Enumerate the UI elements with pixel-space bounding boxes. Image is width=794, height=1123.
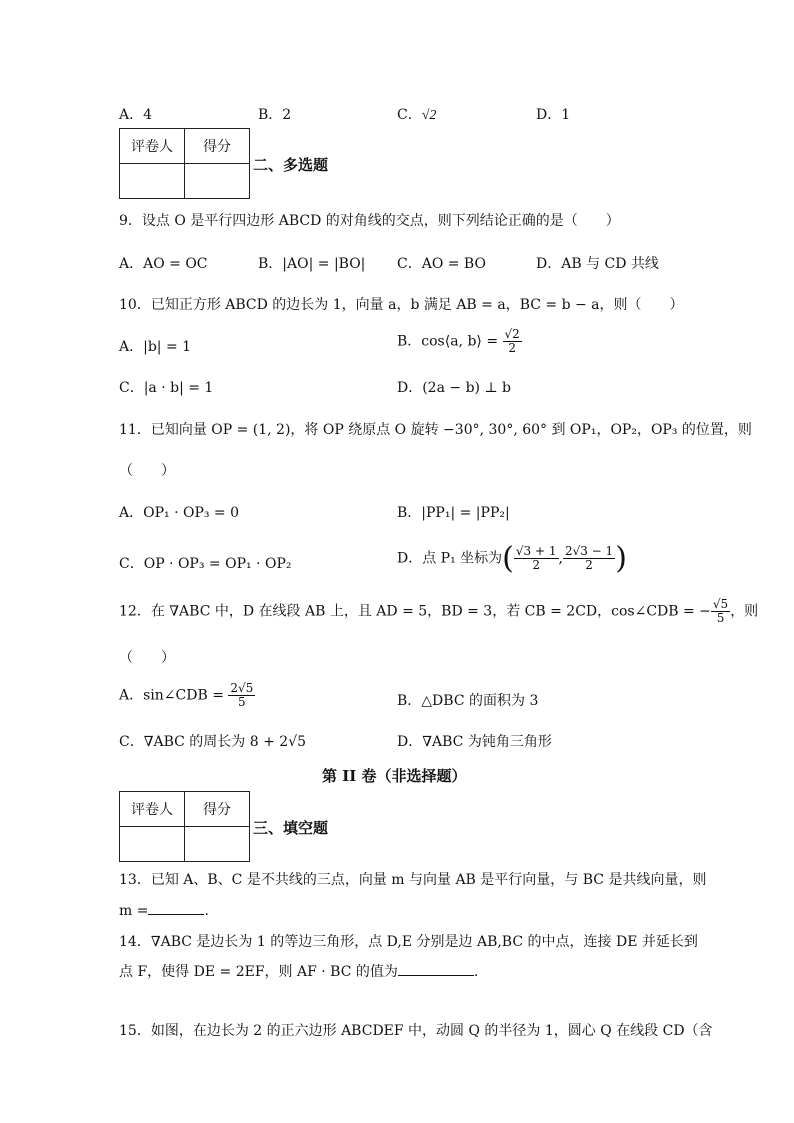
- score-table-1-grader-header: 评卷人: [120, 129, 185, 164]
- q10-option-b-prefix: B．cos⟨a, b⟩ =: [397, 333, 503, 350]
- q10-option-c: C．|a · b| = 1: [119, 380, 214, 396]
- q12-option-d: D．∇ABC 为钝角三角形: [397, 734, 552, 750]
- q14-answer-blank[interactable]: [398, 961, 474, 976]
- q14-line-1: 14．∇ABC 是边长为 1 的等边三角形，点 D,E 分别是边 AB,BC 的中点，连接 DE 并延长到: [119, 934, 698, 950]
- q11-option-d-fraction-2: [563, 545, 615, 572]
- q9-option-d: D．AB 与 CD 共线: [536, 256, 659, 272]
- q9-stem: 9．设点 O 是平行四边形 ABCD 的对角线的交点，则下列结论正确的是（ ）: [119, 213, 620, 229]
- q13-period: .: [204, 903, 209, 919]
- q15-line-1: 15．如图，在边长为 2 的正六边形 ABCDEF 中，动圆 Q 的半径为 1，圆心 Q 在线段 CD（含: [119, 1023, 713, 1039]
- q12-option-b: B．△DBC 的面积为 3: [397, 693, 539, 709]
- q12-stem-text: 12．在 ∇ABC 中，D 在线段 AB 上，且 AD = 5，BD = 3，若 CB = 2CD，cos∠CDB = −: [119, 603, 711, 620]
- q10-option-b: [397, 328, 522, 355]
- q8-option-b: B．2: [258, 107, 292, 123]
- q10-option-b-fraction: [503, 328, 522, 355]
- q10-option-b-numerator: √2: [504, 327, 520, 341]
- q10-option-a: A．|b| = 1: [119, 339, 192, 355]
- q12-option-a-prefix: A．sin∠CDB =: [119, 687, 229, 704]
- score-table-2-grader-cell: [120, 827, 185, 862]
- q12-option-a-denominator: 5: [238, 695, 246, 709]
- score-table-1: [119, 128, 250, 199]
- score-table-2-grader-header: 评卷人: [120, 792, 185, 827]
- q11-option-d-comma: ,: [558, 550, 563, 567]
- q11-answer-paren: （ ）: [119, 463, 175, 479]
- q10-option-d: D．(2a − b) ⊥ b: [397, 380, 512, 396]
- q11-option-d: [397, 541, 627, 576]
- q12-answer-paren: （ ）: [119, 650, 175, 666]
- q10-option-b-denominator: 2: [508, 341, 516, 355]
- score-table-1-score-cell: [185, 164, 250, 199]
- q12-option-a-fraction: [228, 682, 255, 709]
- q12-stem-end: ，则: [730, 603, 759, 620]
- q11-stem: 11．已知向量 OP = (1, 2)，将 OP 绕原点 O 旋转 −30°, 30°, 60° 到 OP₁，OP₂，OP₃ 的位置，则: [119, 422, 752, 438]
- q9-option-c: C．AO = BO: [397, 256, 486, 272]
- q12-option-a: [119, 682, 255, 709]
- q8-option-a: A．4: [119, 107, 153, 123]
- q11-option-c: C．OP · OP₃ = OP₁ · OP₂: [119, 556, 292, 572]
- q8-option-c-value: √2: [421, 108, 437, 123]
- section-3-title: 三、填空题: [253, 819, 329, 837]
- q12-option-c: C．∇ABC 的周长为 8 + 2√5: [119, 734, 307, 750]
- score-table-2: [119, 791, 250, 862]
- q11-option-d-denominator-1: 2: [532, 558, 541, 572]
- q13-line-1: 13．已知 A、B、C 是不共线的三点，向量 m 与向量 AB 是平行向量，与 BC 是共线向量，则: [119, 872, 707, 888]
- q14-line-2: [119, 961, 478, 981]
- q8-option-c-prefix: C．: [397, 107, 422, 123]
- q11-option-d-fraction-1: [514, 545, 559, 572]
- q12-stem-numerator: √5: [712, 597, 729, 611]
- q11-option-d-prefix: D．点 P₁ 坐标为: [397, 550, 503, 567]
- q11-option-d-numerator-1: √3 + 1: [515, 544, 557, 558]
- score-table-1-grader-cell: [120, 164, 185, 199]
- q12-stem-fraction: [711, 598, 730, 625]
- q14-period: .: [473, 964, 479, 980]
- q9-option-b: B．|AO| = |BO|: [258, 256, 366, 272]
- q10-stem: 10．已知正方形 ABCD 的边长为 1，向量 a，b 满足 AB = a，BC = b − a，则（ ）: [119, 297, 684, 313]
- score-table-2-score-header: 得分: [185, 792, 250, 827]
- score-table-1-score-header: 得分: [185, 129, 250, 164]
- score-table-2-score-cell: [185, 827, 250, 862]
- q11-option-b: B．|PP₁| = |PP₂|: [397, 505, 510, 521]
- q8-option-d: D．1: [536, 107, 571, 123]
- q11-option-d-denominator-2: 2: [585, 558, 593, 572]
- q13-line-2: [119, 900, 209, 919]
- volume-2-title: 第 II 卷（非选择题）: [322, 767, 467, 785]
- q13-answer-blank[interactable]: [148, 900, 204, 915]
- q11-left-paren: (: [502, 541, 514, 576]
- q14-line-2-text: 点 F，使得 DE = 2EF，则 AF · BC 的值为: [119, 964, 398, 980]
- q11-right-paren: ): [615, 541, 627, 576]
- section-2-title: 二、多选题: [253, 156, 329, 174]
- q12-option-a-numerator: 2√5: [230, 681, 254, 695]
- q12-stem: [119, 598, 758, 625]
- q8-option-c: [397, 104, 436, 124]
- q11-option-d-numerator-2: 2√3 − 1: [564, 544, 614, 558]
- q12-stem-denominator: 5: [716, 611, 725, 625]
- q13-line-2-text: m =: [119, 903, 149, 919]
- q9-option-a: A．AO = OC: [119, 256, 208, 272]
- q11-option-a: A．OP₁ · OP₃ = 0: [119, 505, 240, 521]
